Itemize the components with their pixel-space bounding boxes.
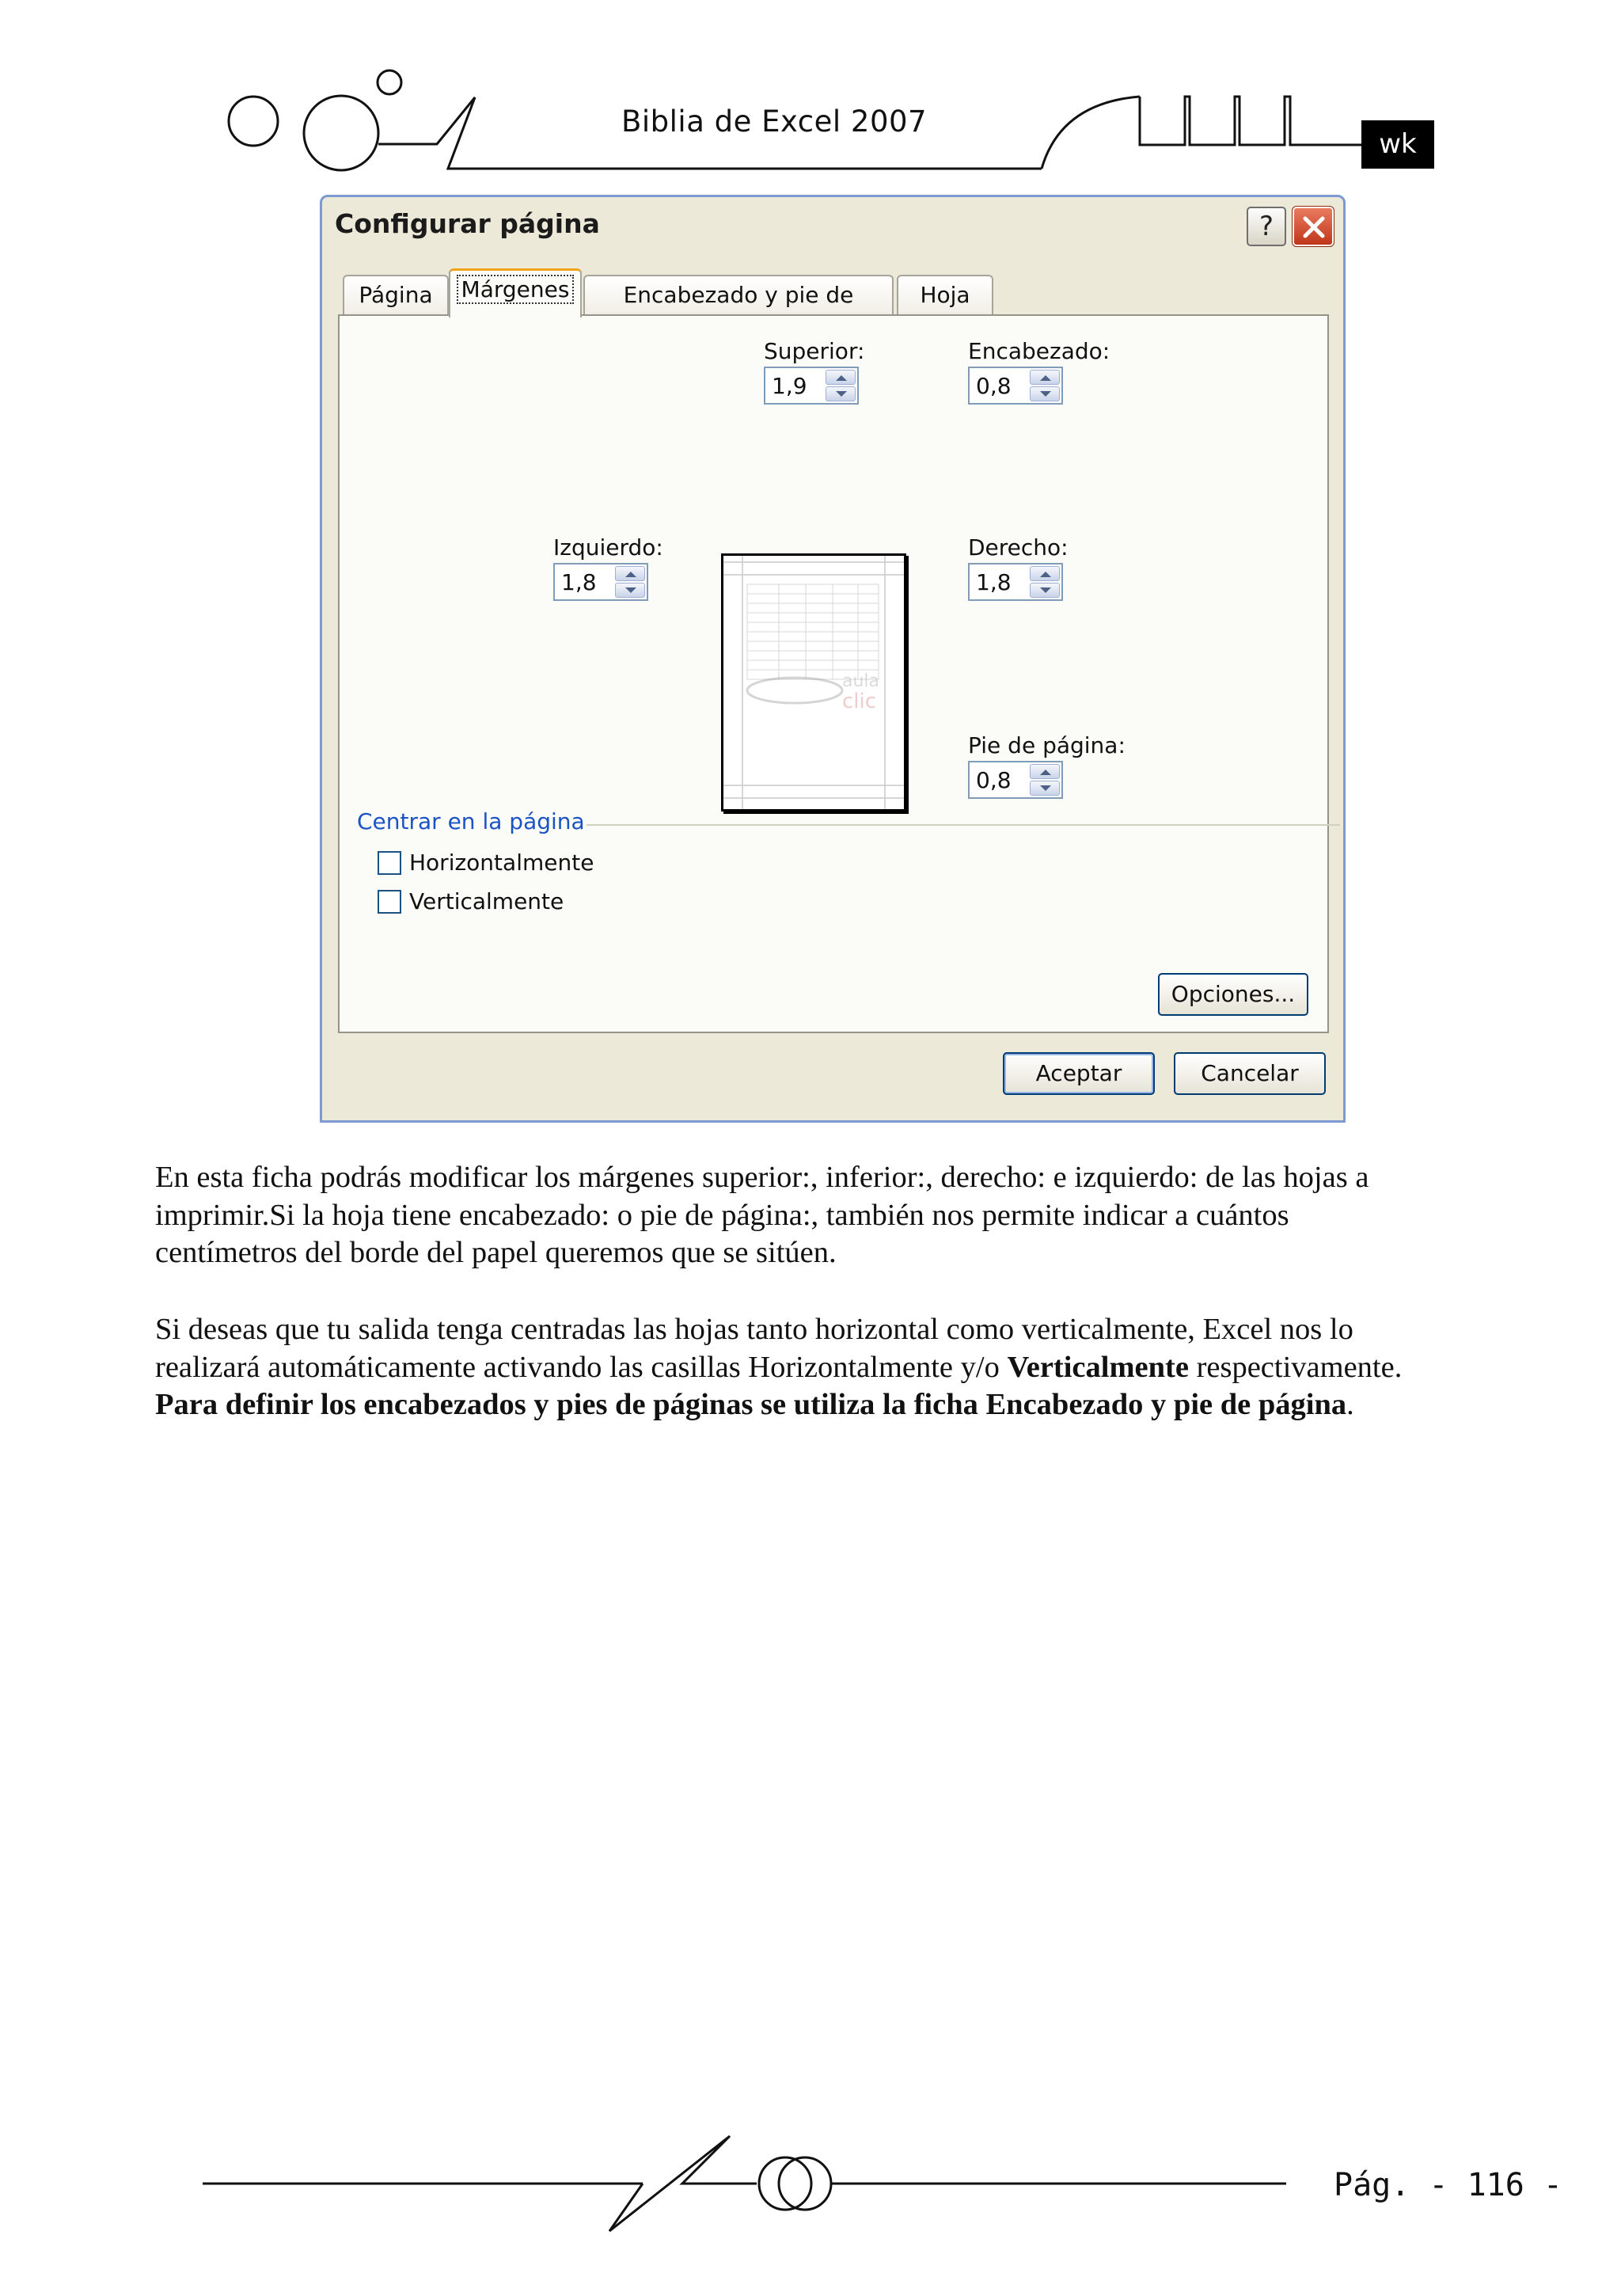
arrow-up-icon [1039, 374, 1052, 382]
tab-margenes[interactable] [449, 268, 582, 317]
izquierdo-value: 1,8 [561, 569, 597, 595]
group-divider [587, 824, 1340, 826]
page-preview-graphic [723, 556, 904, 809]
superior-value: 1,9 [772, 373, 807, 399]
izquierdo-spinner[interactable] [553, 563, 648, 601]
derecho-value: 1,8 [976, 569, 1012, 595]
arrow-up-icon [624, 570, 637, 578]
spin-up-button[interactable] [615, 566, 645, 581]
encabezado-spinner[interactable] [968, 367, 1063, 405]
header-title: Biblia de Excel 2007 [621, 105, 928, 139]
horizontal-checkbox-label: Horizontalmente [409, 850, 594, 876]
horizontal-checkbox[interactable] [378, 851, 401, 875]
arrow-up-icon [835, 374, 848, 382]
arrow-down-icon [1039, 390, 1052, 398]
spin-up-button[interactable] [826, 370, 856, 385]
paragraph-2-line [155, 1349, 1517, 1387]
tab-hoja[interactable]: Hoja [897, 275, 993, 314]
dialog-title: Configurar página [335, 208, 600, 239]
spin-up-button[interactable] [1030, 764, 1060, 779]
paragraph-2-line [155, 1386, 1517, 1424]
superior-label: Superior: [764, 338, 865, 364]
svg-text:clic: clic [842, 690, 877, 713]
close-button[interactable] [1293, 207, 1334, 246]
arrow-down-icon [1039, 785, 1052, 793]
accept-button[interactable]: Aceptar [1003, 1052, 1155, 1095]
spin-down-button[interactable] [1030, 386, 1060, 401]
paragraph-2-text: . [1346, 1388, 1354, 1421]
tab-pagina[interactable]: Página [343, 275, 449, 314]
help-button[interactable]: ? [1247, 207, 1286, 246]
spin-down-button[interactable] [615, 583, 645, 598]
arrow-down-icon [624, 587, 637, 595]
izquierdo-label: Izquierdo: [553, 534, 663, 561]
bold-term-verticalmente: Verticalmente [1007, 1350, 1189, 1384]
derecho-spinner[interactable] [968, 563, 1063, 601]
cancel-button[interactable]: Cancelar [1174, 1052, 1326, 1095]
spin-up-button[interactable] [1030, 370, 1060, 385]
paragraph-2 [155, 1311, 1517, 1424]
close-icon [1301, 215, 1327, 240]
paragraph-2-text: respectivamente. [1188, 1350, 1403, 1384]
derecho-label: Derecho: [968, 534, 1069, 561]
spin-down-button[interactable] [1030, 583, 1060, 598]
tab-margenes-label: Márgenes [457, 275, 575, 304]
arrow-up-icon [1039, 768, 1052, 776]
page-number: Pág. - 116 - [1334, 2167, 1562, 2203]
bold-sentence: Para definir los encabezados y pies de páginas se utiliza la ficha Encabezado y pie de página [155, 1388, 1347, 1421]
paragraph-2-text: realizará automáticamente activando las casillas Horizontalmente y/o [155, 1350, 1008, 1384]
pie-spinner[interactable] [968, 761, 1063, 799]
spin-down-button[interactable] [826, 386, 856, 401]
center-group-label: Centrar en la página [357, 808, 585, 834]
header-decoration [0, 0, 1621, 206]
paragraph-1-line: imprimir.Si la hoja tiene encabezado: o pie de página:, también nos permite indicar a cuántos [155, 1198, 1289, 1232]
pie-value: 0,8 [976, 767, 1012, 793]
paragraph-1 [155, 1159, 1517, 1272]
tab-encabezado-pie[interactable]: Encabezado y pie de [583, 275, 894, 314]
spin-down-button[interactable] [1030, 781, 1060, 796]
margins-panel [338, 314, 1329, 1033]
header-badge: wk [1361, 120, 1434, 169]
watermark-text: aula [842, 671, 880, 691]
arrow-down-icon [1039, 587, 1052, 595]
page-setup-dialog [320, 195, 1346, 1123]
encabezado-label: Encabezado: [968, 338, 1110, 364]
superior-spinner[interactable] [764, 367, 859, 405]
page-preview [721, 553, 906, 812]
arrow-down-icon [835, 390, 848, 398]
options-button[interactable]: Opciones... [1158, 973, 1308, 1016]
spin-up-button[interactable] [1030, 566, 1060, 581]
vertical-checkbox[interactable] [378, 890, 401, 914]
pie-label: Pie de página: [968, 732, 1126, 758]
paragraph-1-line: En esta ficha podrás modificar los márgenes superior:, inferior:, derecho: e izquierdo: de las hojas a [155, 1161, 1369, 1194]
vertical-checkbox-label: Verticalmente [409, 888, 564, 914]
encabezado-value: 0,8 [976, 373, 1012, 399]
paragraph-1-line: centímetros del borde del papel queremos que se sitúen. [155, 1236, 837, 1269]
paragraph-2-line: Si deseas que tu salida tenga centradas las hojas tanto horizontal como verticalmente, Excel nos lo [155, 1313, 1353, 1346]
arrow-up-icon [1039, 570, 1052, 578]
